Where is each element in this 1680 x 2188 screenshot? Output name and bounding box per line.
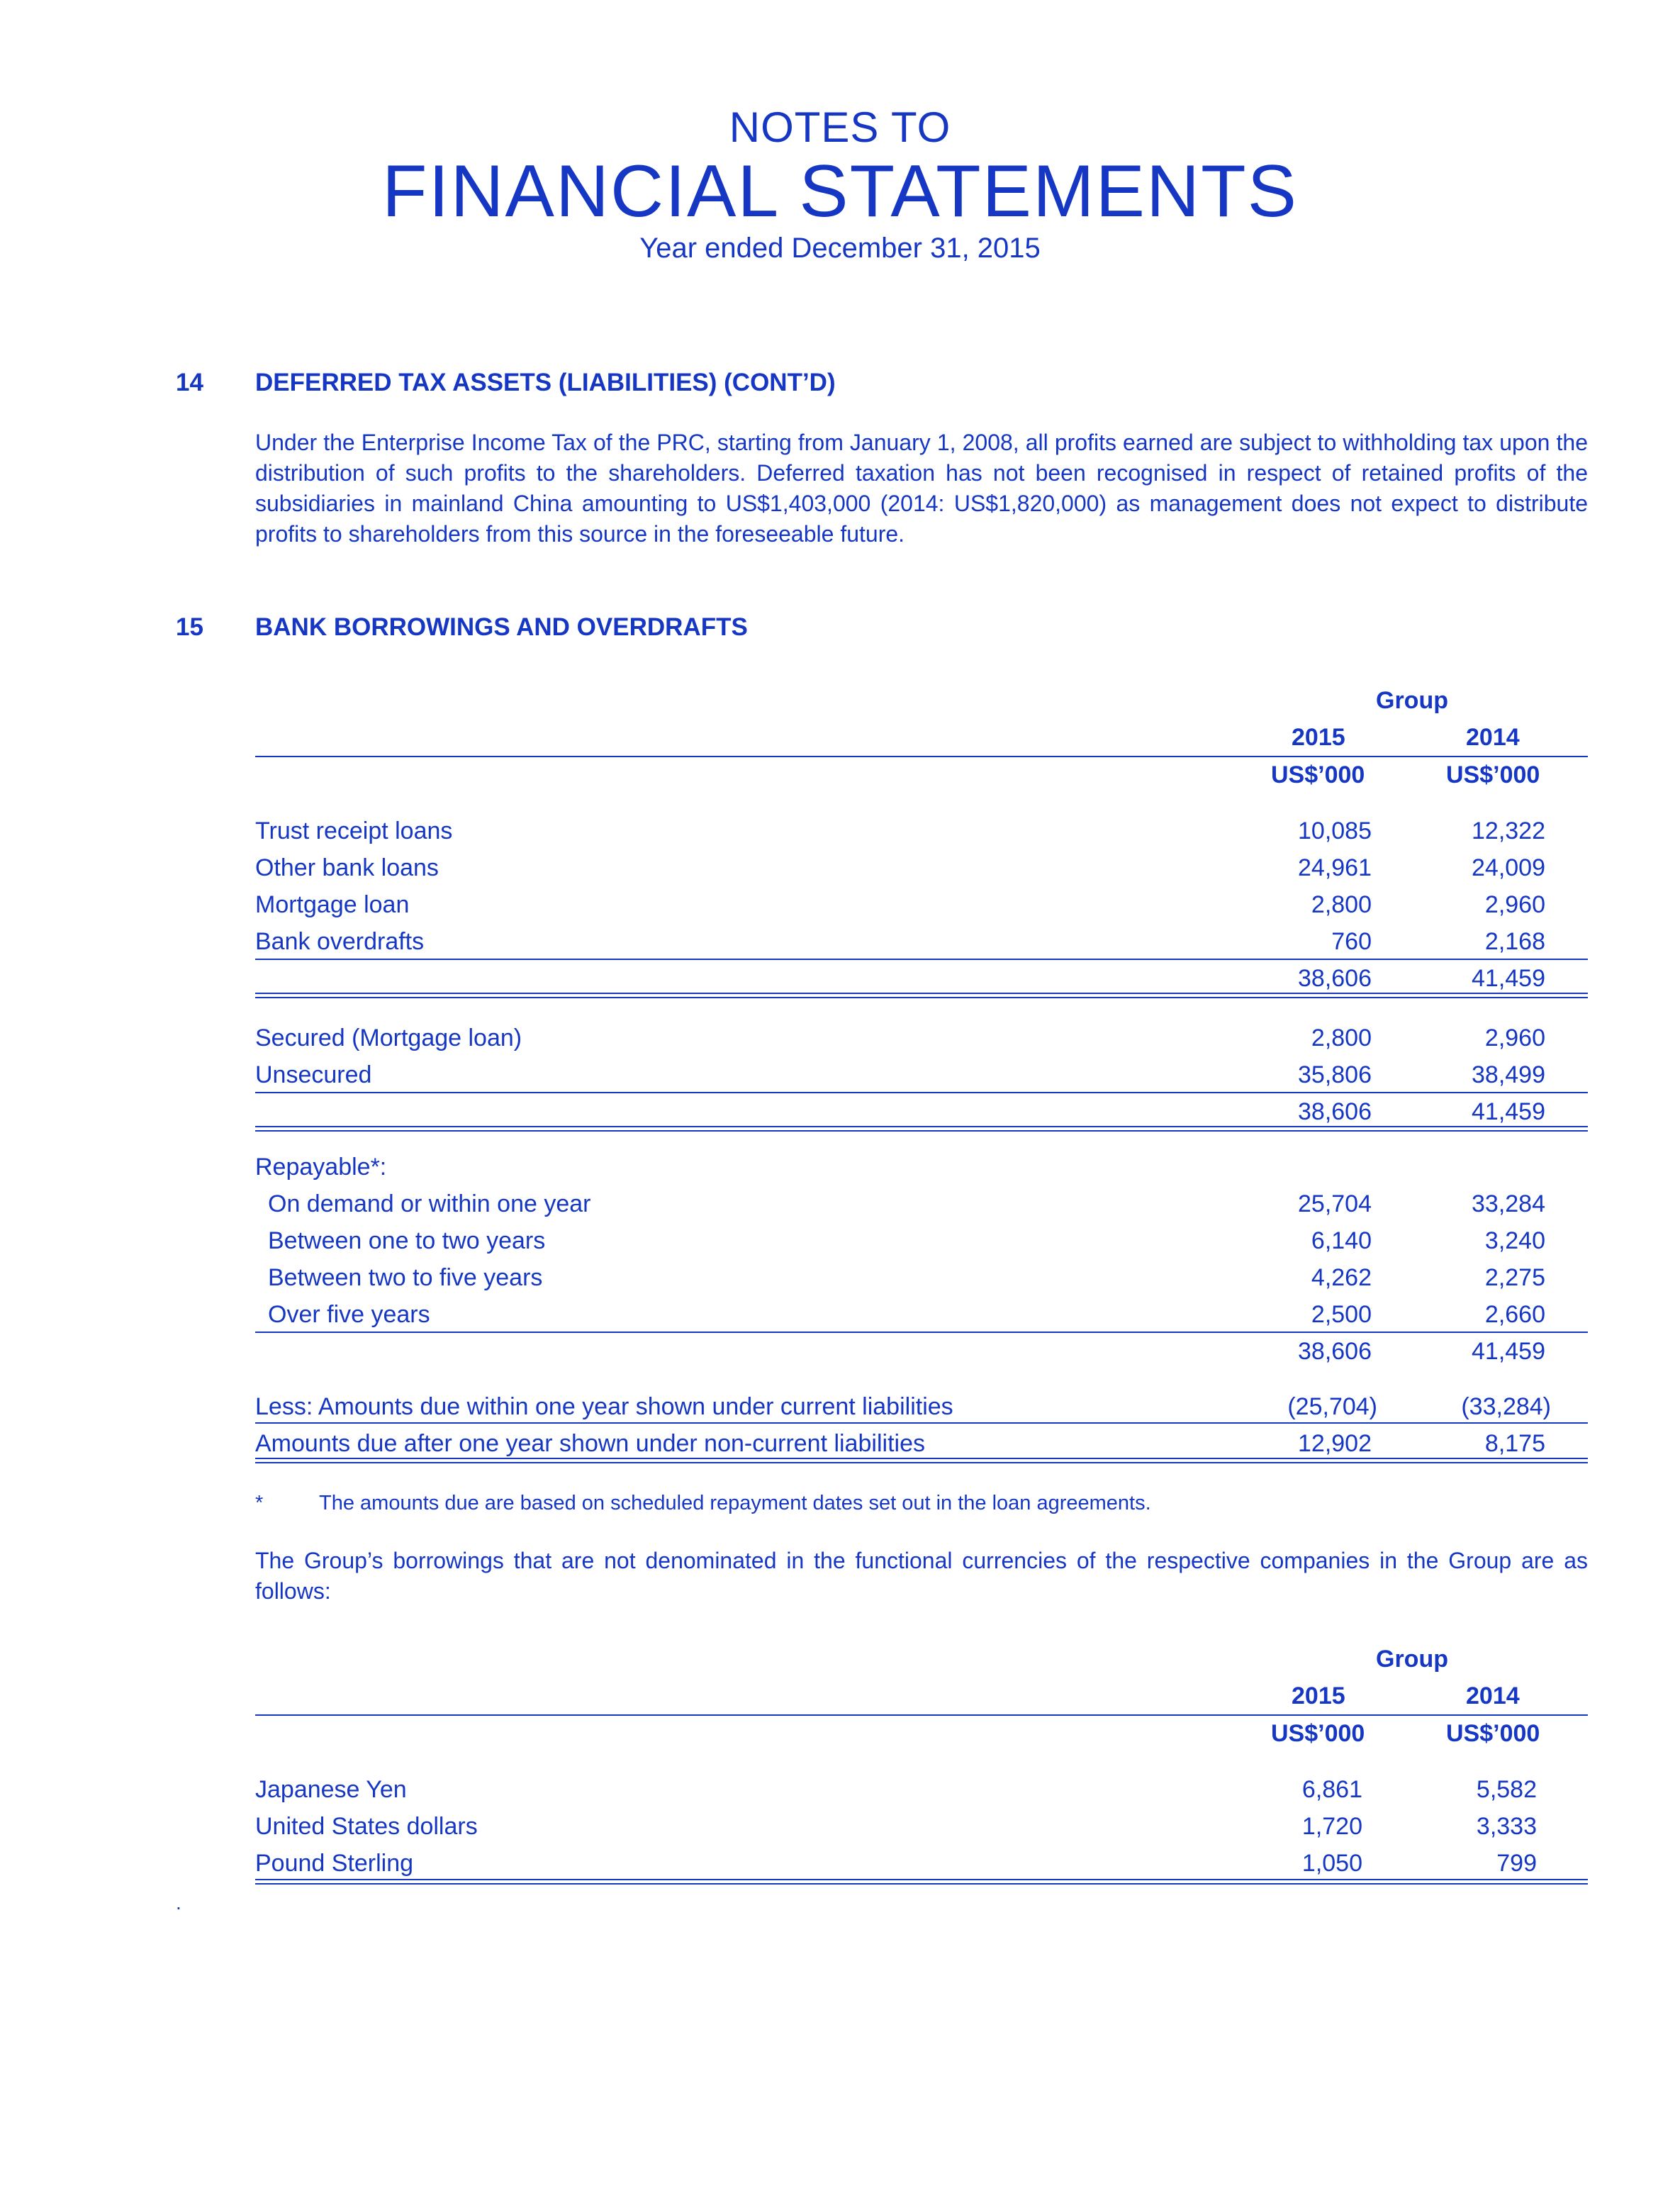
header-notes-to: NOTES TO: [729, 104, 951, 151]
note-14-number: 14: [176, 369, 203, 396]
table1-year-2014: 2014: [1466, 724, 1520, 751]
value-2015: 2,500: [1311, 1301, 1372, 1328]
less-current-row: [255, 1391, 1588, 1422]
total-2014: 41,459: [1472, 965, 1545, 992]
row-label: Between two to five years: [268, 1264, 543, 1291]
row-label: Secured (Mortgage loan): [255, 1025, 522, 1051]
value-2015: 1,050: [1301, 1850, 1362, 1877]
table-row: [255, 1848, 1588, 1879]
subtotal-rule: [255, 1422, 1588, 1424]
value-2014: 2,660: [1484, 1301, 1545, 1328]
table1-header-rule: [255, 756, 1588, 757]
table1-unit-2014: US$’000: [1446, 761, 1540, 788]
row-label: Bank overdrafts: [255, 928, 425, 955]
table-row: [255, 1225, 1588, 1256]
row-label: Amounts due after one year shown under non-current liabilities: [255, 1430, 925, 1457]
value-2015: 25,704: [1298, 1190, 1372, 1217]
value-2015: 10,085: [1298, 817, 1372, 844]
note-15-currency-paragraph: The Group’s borrowings that are not denominated in the functional currencies of the respective companies in the Group are as follows:: [255, 1548, 1588, 1604]
value-2014: 799: [1496, 1850, 1537, 1877]
value-2014: (33,284): [1461, 1393, 1551, 1420]
row-label: Other bank loans: [255, 854, 439, 881]
value-2014: 24,009: [1472, 854, 1545, 881]
value-2014: 2,168: [1484, 928, 1545, 955]
value-2015: 1,720: [1301, 1813, 1362, 1840]
note-14-title: DEFERRED TAX ASSETS (LIABILITIES) (CONT’D): [255, 369, 836, 396]
value-2014: 5,582: [1476, 1776, 1537, 1803]
row-label: United States dollars: [255, 1813, 478, 1840]
total-2014: 41,459: [1472, 1338, 1545, 1365]
total-row: [255, 1096, 1588, 1127]
subtotal-rule: [255, 959, 1588, 960]
subtotal-rule: [255, 1332, 1588, 1333]
note-15-title: BANK BORROWINGS AND OVERDRAFTS: [255, 613, 748, 641]
table-row: [255, 1299, 1588, 1330]
double-rule: [255, 993, 1588, 998]
table2-year-2015: 2015: [1292, 1682, 1345, 1709]
value-2014: 2,275: [1484, 1264, 1545, 1291]
table1-group-header: Group: [1376, 687, 1448, 714]
value-2015: 24,961: [1298, 854, 1372, 881]
footnote-mark: *: [255, 1492, 264, 1514]
total-row: [255, 963, 1588, 994]
value-2014: 3,240: [1484, 1227, 1545, 1254]
value-2014: 3,333: [1476, 1813, 1537, 1840]
table-row: [255, 926, 1588, 957]
value-2014: 8,175: [1484, 1430, 1545, 1457]
row-label: Japanese Yen: [255, 1776, 407, 1803]
noncurrent-row: [255, 1428, 1588, 1459]
row-label: On demand or within one year: [268, 1190, 591, 1217]
table-row: [255, 1262, 1588, 1293]
row-label: Less: Amounts due within one year shown under current liabilities: [255, 1393, 953, 1420]
footnote-text: The amounts due are based on scheduled repayment dates set out in the loan agreements.: [319, 1492, 1151, 1514]
note-14-body: Under the Enterprise Income Tax of the PRC, starting from January 1, 2008, all profits earned are subject to withholding tax upon the distribution of such profits to the shareholders. Deferred taxation has not been recognised in respect of retained profits of the subsidiaries in mainland China amounting to US$1,403,000 (2014: US$1,820,000) as management does not expect to distribute profits to shareholders from this source in the foreseeable future.: [255, 430, 1588, 547]
table2-year-2014: 2014: [1466, 1682, 1520, 1709]
double-rule: [255, 1879, 1588, 1885]
row-label: Pound Sterling: [255, 1850, 414, 1877]
table-row: [255, 1022, 1588, 1054]
total-2015: 38,606: [1298, 965, 1372, 992]
table2-unit-2015: US$’000: [1271, 1720, 1365, 1747]
header-financial-statements: FINANCIAL STATEMENTS: [382, 150, 1298, 233]
table-row: [255, 1188, 1588, 1219]
table-row: [255, 1059, 1588, 1090]
repayable-heading: [255, 1151, 1588, 1183]
table-row: [255, 889, 1588, 920]
double-rule: [255, 1458, 1588, 1463]
total-2015: 38,606: [1298, 1338, 1372, 1365]
value-2015: 6,861: [1301, 1776, 1362, 1803]
table-row: [255, 815, 1588, 847]
value-2015: 4,262: [1311, 1264, 1372, 1291]
table1-unit-2015: US$’000: [1271, 761, 1365, 788]
double-rule: [255, 1126, 1588, 1132]
value-2015: (25,704): [1287, 1393, 1377, 1420]
row-label: Trust receipt loans: [255, 817, 453, 844]
total-row: [255, 1336, 1588, 1367]
value-2014: 2,960: [1484, 1025, 1545, 1051]
value-2014: 38,499: [1472, 1061, 1545, 1088]
value-2014: 2,960: [1484, 891, 1545, 918]
value-2014: 33,284: [1472, 1190, 1545, 1217]
value-2015: 35,806: [1298, 1061, 1372, 1088]
table-row: [255, 1811, 1588, 1842]
subtotal-rule: [255, 1092, 1588, 1093]
row-label: Unsecured: [255, 1061, 372, 1088]
table2-header-rule: [255, 1714, 1588, 1716]
table-row: [255, 1774, 1588, 1805]
table2-group-header: Group: [1376, 1646, 1448, 1673]
header-year-ended: Year ended December 31, 2015: [639, 233, 1041, 264]
value-2015: 760: [1331, 928, 1372, 955]
row-label: Mortgage loan: [255, 891, 410, 918]
table2-unit-2014: US$’000: [1446, 1720, 1540, 1747]
value-2014: 12,322: [1472, 817, 1545, 844]
page-dot: .: [176, 1892, 181, 1914]
value-2015: 6,140: [1311, 1227, 1372, 1254]
row-label: Between one to two years: [268, 1227, 546, 1254]
row-label: Over five years: [268, 1301, 430, 1328]
total-2014: 41,459: [1472, 1098, 1545, 1125]
row-label: Repayable*:: [255, 1154, 387, 1180]
value-2015: 2,800: [1311, 1025, 1372, 1051]
table-row: [255, 852, 1588, 883]
value-2015: 12,902: [1298, 1430, 1372, 1457]
note-15-number: 15: [176, 613, 203, 641]
value-2015: 2,800: [1311, 891, 1372, 918]
table1-year-2015: 2015: [1292, 724, 1345, 751]
total-2015: 38,606: [1298, 1098, 1372, 1125]
